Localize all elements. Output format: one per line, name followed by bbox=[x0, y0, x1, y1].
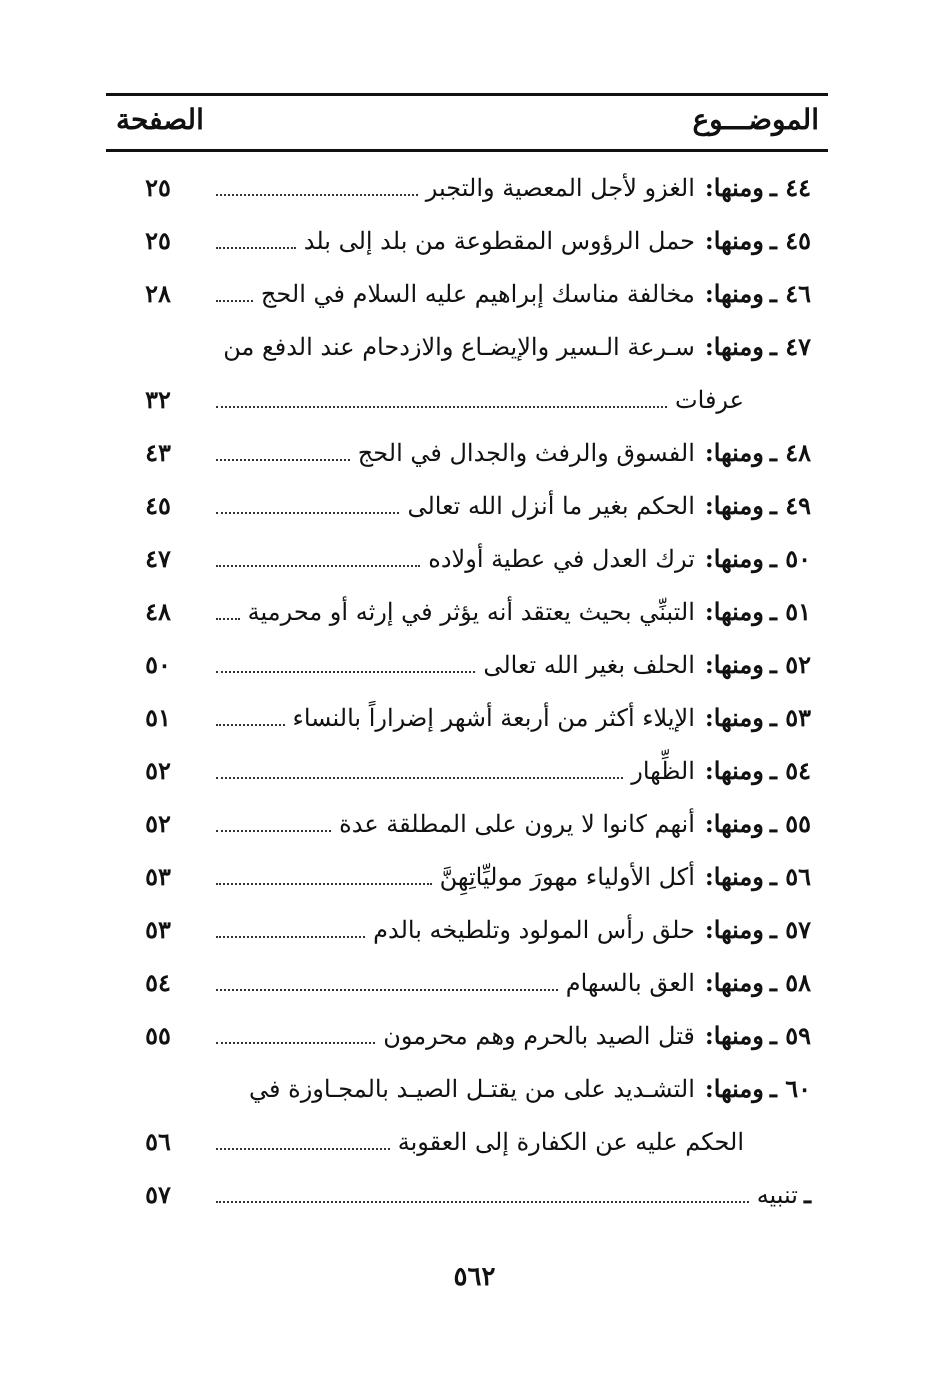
entry-lead: ومنها: bbox=[704, 544, 764, 573]
toc-entry bbox=[216, 221, 811, 261]
toc-entry bbox=[216, 433, 811, 473]
entry-title: الفسوق والرفث والجدال في الحج bbox=[357, 439, 695, 467]
entry-page: ٥٢ bbox=[145, 756, 171, 785]
entry-page: ٤٧ bbox=[145, 544, 171, 573]
entry-title: الحلف بغير الله تعالى bbox=[483, 651, 695, 679]
leader-dots bbox=[216, 300, 253, 302]
entry-title-continued: الحكم عليه عن الكفارة إلى العقوبة bbox=[397, 1128, 744, 1156]
toc-entry bbox=[216, 1175, 811, 1215]
entry-lead: ومنها: bbox=[704, 1021, 764, 1050]
toc-entry bbox=[216, 1069, 811, 1109]
toc-row bbox=[0, 804, 949, 856]
toc-row bbox=[0, 1069, 949, 1121]
entry-title: الحكم بغير ما أنزل الله تعالى bbox=[407, 492, 695, 520]
toc-entry-continuation bbox=[216, 380, 744, 420]
leader-dots bbox=[216, 194, 418, 196]
entry-lead: ومنها: bbox=[704, 862, 764, 891]
toc-entry-continuation bbox=[216, 1122, 744, 1162]
toc-entry bbox=[216, 910, 811, 950]
toc-row bbox=[0, 168, 949, 220]
leader-dots bbox=[216, 883, 432, 885]
leader-dots bbox=[216, 406, 667, 408]
toc-row-continuation bbox=[0, 380, 949, 432]
entry-page: ٥٥ bbox=[145, 1021, 171, 1050]
entry-lead: ومنها: bbox=[704, 650, 764, 679]
entry-title: حلق رأس المولود وتلطيخه بالدم bbox=[373, 916, 695, 944]
entry-page: ٢٨ bbox=[145, 279, 171, 308]
toc-row bbox=[0, 698, 949, 750]
toc-row-continuation bbox=[0, 1122, 949, 1174]
entry-page: ٢٥ bbox=[145, 173, 171, 202]
entry-page: ٢٥ bbox=[145, 226, 171, 255]
entry-title: التبنِّي بحيث يعتقد أنه يؤثر في إرثه أو محرمية bbox=[247, 598, 695, 626]
toc-entry bbox=[216, 804, 811, 844]
toc-entry bbox=[216, 327, 811, 367]
entry-lead: ومنها: bbox=[704, 279, 764, 308]
toc-entry bbox=[216, 592, 811, 632]
entry-title: العق بالسهام bbox=[565, 969, 695, 997]
entry-lead: ومنها: bbox=[704, 1074, 764, 1103]
toc-row bbox=[0, 592, 949, 644]
toc-entry bbox=[216, 274, 811, 314]
toc-entry bbox=[216, 1016, 811, 1056]
entry-title: حمل الرؤوس المقطوعة من بلد إلى بلد bbox=[303, 227, 695, 255]
entry-title: مخالفة مناسك إبراهيم عليه السلام في الحج bbox=[260, 280, 695, 308]
entry-lead: ومنها: bbox=[704, 173, 764, 202]
header-page: الصفحة bbox=[116, 103, 204, 136]
entry-page: ٥٦ bbox=[145, 1127, 171, 1156]
entry-number: ٥٩ ـ bbox=[769, 1021, 811, 1050]
entry-lead: ومنها: bbox=[704, 226, 764, 255]
toc-entry bbox=[216, 698, 811, 738]
header-topic: الموضـــوع bbox=[692, 103, 819, 136]
entry-page: ٥٠ bbox=[145, 650, 171, 679]
entry-page: ٤٨ bbox=[145, 597, 171, 626]
entry-number: ٤٦ ـ bbox=[769, 279, 811, 308]
leader-dots bbox=[216, 671, 475, 673]
entry-title: الظِّهار bbox=[631, 757, 695, 785]
entry-number: ٥١ ـ bbox=[769, 597, 811, 626]
entry-number: ٥٦ ـ bbox=[769, 862, 811, 891]
entry-page: ٣٢ bbox=[145, 385, 171, 414]
leader-dots bbox=[216, 1201, 749, 1203]
entry-number: ٥٧ ـ bbox=[769, 915, 811, 944]
entry-title: ترك العدل في عطية أولاده bbox=[428, 545, 695, 573]
entry-page: ٥٣ bbox=[145, 915, 171, 944]
toc-row bbox=[0, 751, 949, 803]
toc-row bbox=[0, 645, 949, 697]
toc-entry bbox=[216, 486, 811, 526]
entry-number: ٤٩ ـ bbox=[769, 491, 811, 520]
page-number: ٥٦٢ bbox=[453, 1262, 496, 1292]
entry-lead: ومنها: bbox=[704, 438, 764, 467]
entry-page: ٥١ bbox=[145, 703, 171, 732]
leader-dots bbox=[216, 724, 285, 726]
leader-dots bbox=[216, 247, 296, 249]
entry-title: التشـديد على من يقتـل الصيـد بالمجـاوزة في bbox=[249, 1075, 695, 1103]
toc-row bbox=[0, 1175, 949, 1227]
toc-entry bbox=[216, 168, 811, 208]
entry-number: ٤٤ ـ bbox=[769, 173, 811, 202]
entry-number: ـ bbox=[803, 1180, 811, 1209]
toc-row bbox=[0, 274, 949, 326]
leader-dots bbox=[216, 777, 623, 779]
entry-lead: ومنها: bbox=[704, 756, 764, 785]
entry-page: ٥٢ bbox=[145, 809, 171, 838]
entry-number: ٤٥ ـ bbox=[769, 226, 811, 255]
leader-dots bbox=[216, 459, 350, 461]
entry-number: ٦٠ ـ bbox=[769, 1074, 811, 1103]
entry-title: تنبيه bbox=[756, 1181, 798, 1209]
entry-number: ٥٣ ـ bbox=[769, 703, 811, 732]
entry-page: ٤٥ bbox=[145, 491, 171, 520]
entry-lead: ومنها: bbox=[704, 491, 764, 520]
toc-row bbox=[0, 486, 949, 538]
leader-dots bbox=[216, 936, 365, 938]
toc-row bbox=[0, 1016, 949, 1068]
entry-number: ٤٧ ـ bbox=[769, 332, 811, 361]
entry-lead: ومنها: bbox=[704, 332, 764, 361]
leader-dots bbox=[216, 830, 331, 832]
entry-number: ٥٢ ـ bbox=[769, 650, 811, 679]
toc-row bbox=[0, 910, 949, 962]
entry-title-continued: عرفات bbox=[675, 386, 744, 414]
toc-row bbox=[0, 433, 949, 485]
toc-entry bbox=[216, 539, 811, 579]
entry-title: قتل الصيد بالحرم وهم محرمون bbox=[383, 1022, 695, 1050]
header-top-rule bbox=[106, 93, 828, 96]
toc-row bbox=[0, 539, 949, 591]
toc-entry bbox=[216, 963, 811, 1003]
entry-title: أكل الأولياء مهورَ موليِّاتِهِنَّ bbox=[439, 863, 695, 891]
entry-number: ٥٠ ـ bbox=[769, 544, 811, 573]
entry-page: ٥٣ bbox=[145, 862, 171, 891]
leader-dots bbox=[216, 1042, 375, 1044]
leader-dots bbox=[216, 618, 240, 620]
entry-lead: ومنها: bbox=[704, 915, 764, 944]
leader-dots bbox=[216, 1148, 390, 1150]
entry-page: ٥٧ bbox=[145, 1180, 171, 1209]
leader-dots bbox=[216, 989, 558, 991]
entry-number: ٥٤ ـ bbox=[769, 756, 811, 785]
entry-page: ٥٤ bbox=[145, 968, 171, 997]
header-bottom-rule bbox=[106, 149, 828, 152]
entry-title: سـرعة الـسير والإيضـاع والازدحام عند الدفع من bbox=[223, 333, 695, 361]
entry-number: ٥٥ ـ bbox=[769, 809, 811, 838]
toc-entry bbox=[216, 645, 811, 685]
entry-lead: ومنها: bbox=[704, 809, 764, 838]
entry-lead: ومنها: bbox=[704, 597, 764, 626]
toc-row bbox=[0, 963, 949, 1015]
entry-lead: ومنها: bbox=[704, 968, 764, 997]
toc-entry bbox=[216, 857, 811, 897]
leader-dots bbox=[216, 565, 420, 567]
entry-title: الغزو لأجل المعصية والتجبر bbox=[425, 174, 695, 202]
toc-row bbox=[0, 221, 949, 273]
toc-row bbox=[0, 327, 949, 379]
entry-number: ٥٨ ـ bbox=[769, 968, 811, 997]
entry-title: الإيلاء أكثر من أربعة أشهر إضراراً بالنساء bbox=[292, 704, 695, 732]
toc-entry bbox=[216, 751, 811, 791]
leader-dots bbox=[216, 512, 399, 514]
toc-row bbox=[0, 857, 949, 909]
entry-title: أنهم كانوا لا يرون على المطلقة عدة bbox=[339, 810, 695, 838]
entry-lead: ومنها: bbox=[704, 703, 764, 732]
entry-page: ٤٣ bbox=[145, 438, 171, 467]
entry-number: ٤٨ ـ bbox=[769, 438, 811, 467]
